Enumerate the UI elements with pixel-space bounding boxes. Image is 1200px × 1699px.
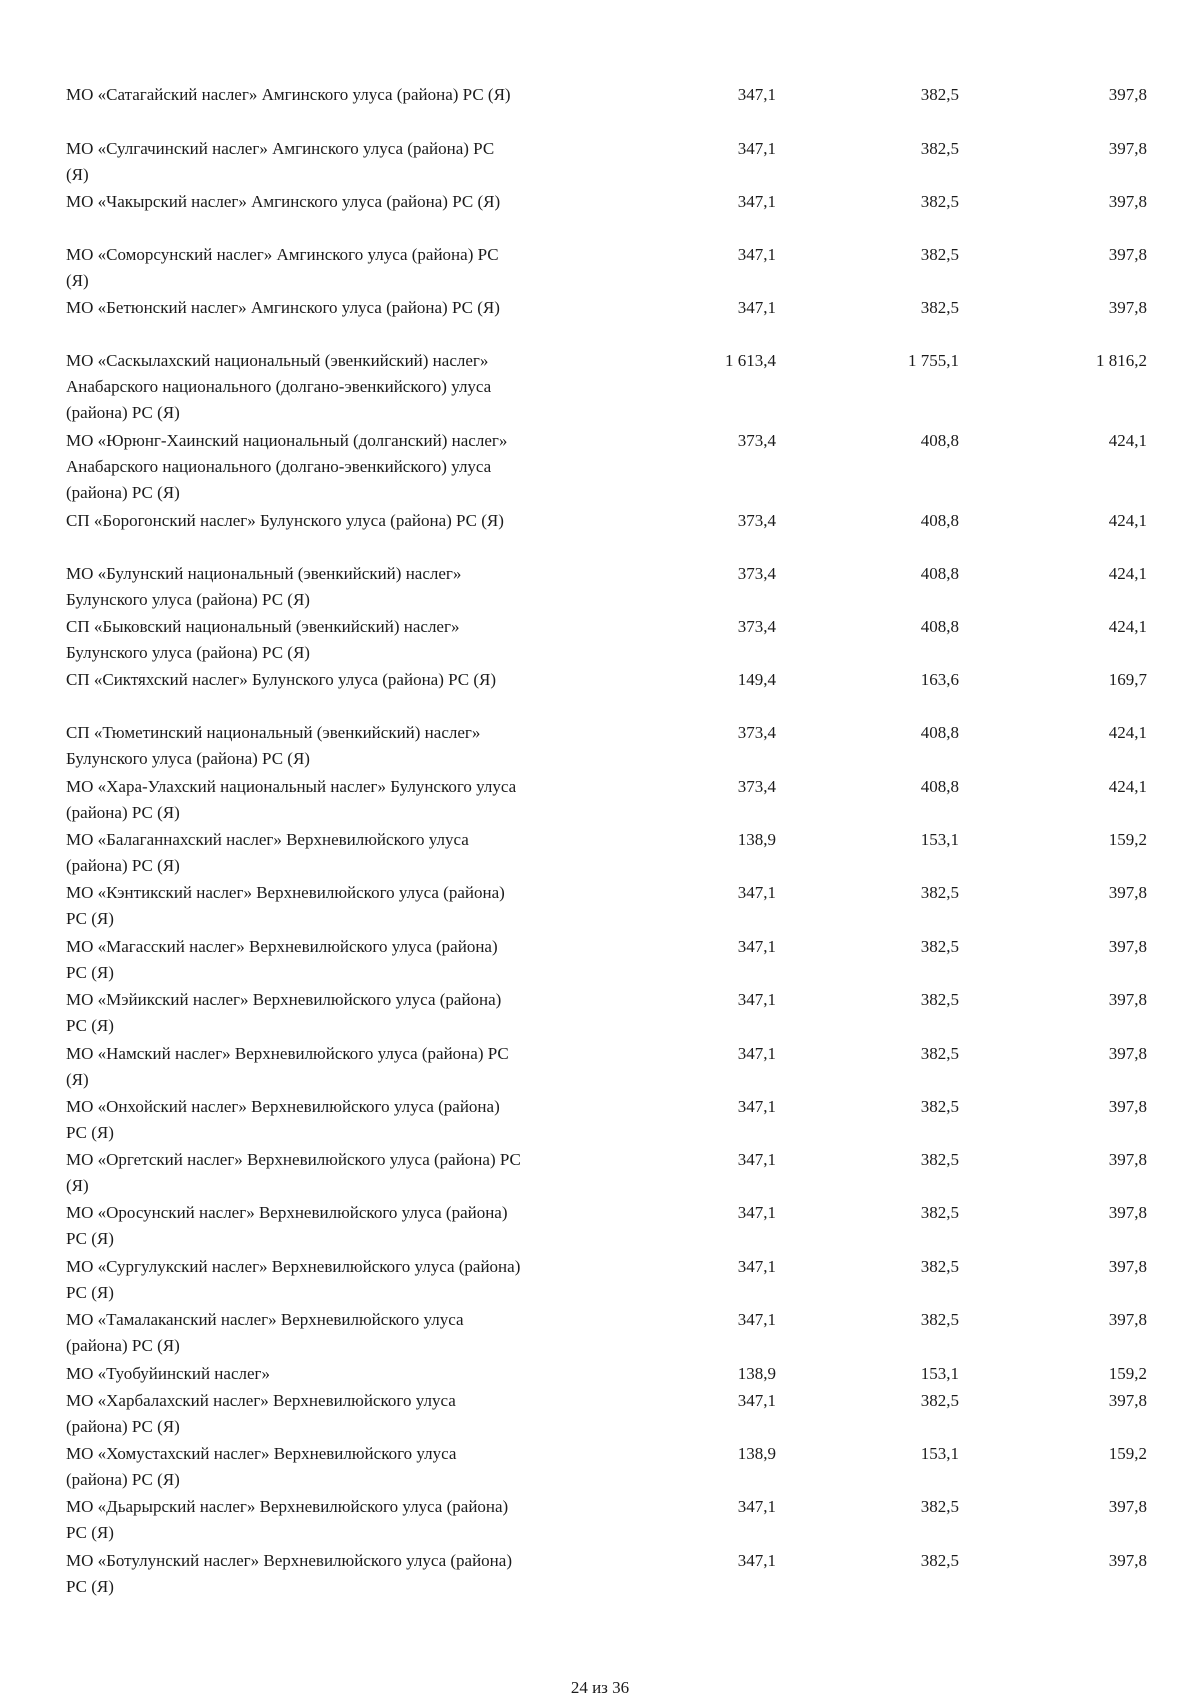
table-row [0,1041,1200,1091]
table-row [0,774,1200,824]
municipality-name: МО «Кэнтикский наслег» Верхневилюйского улуса (района) РС (Я) [66,883,505,928]
value-year-2: 382,5 [920,1497,959,1516]
table-row [0,136,1200,186]
value-year-3: 397,8 [1108,245,1147,264]
municipality-name: МО «Онхойский наслег» Верхневилюйского улуса (района) РС (Я) [66,1097,500,1142]
municipality-name: МО «Хара-Улахский национальный наслег» Булунского улуса (района) РС (Я) [66,777,517,822]
value-year-3: 397,8 [1108,883,1147,902]
municipality-name: МО «Бетюнский наслег» Амгинского улуса (района) РС (Я) [66,298,500,317]
value-year-2: 382,5 [920,1391,959,1410]
value-year-1: 149,4 [737,670,776,689]
value-year-3: 424,1 [1108,431,1147,450]
table-row [0,1254,1200,1304]
value-year-2: 408,8 [920,431,959,450]
municipality-name: МО «Хомустахский наслег» Верхневилюйского улуса (района) РС (Я) [66,1444,457,1489]
value-year-1: 347,1 [737,298,776,317]
municipality-name: МО «Сатагайский наслег» Амгинского улуса (района) РС (Я) [66,85,511,104]
value-year-1: 347,1 [737,139,776,158]
value-year-2: 153,1 [920,830,959,849]
value-year-2: 382,5 [920,883,959,902]
table-row [0,508,1200,558]
municipality-name: СП «Тюметинский национальный (эвенкийский) наслег» Булунского улуса (района) РС (Я) [66,723,481,768]
value-year-2: 163,6 [920,670,959,689]
municipality-name: МО «Туобуйинский наслег» [66,1364,270,1383]
value-year-1: 373,4 [737,511,776,530]
municipality-name: МО «Магасский наслег» Верхневилюйского улуса (района) РС (Я) [66,937,498,982]
value-year-3: 397,8 [1108,1044,1147,1063]
municipality-name: МО «Дьарырский наслег» Верхневилюйского улуса (района) РС (Я) [66,1497,509,1542]
value-year-2: 382,5 [920,1044,959,1063]
municipality-name: МО «Оросунский наслег» Верхневилюйского улуса (района) РС (Я) [66,1203,508,1248]
value-year-2: 382,5 [920,298,959,317]
value-year-2: 382,5 [920,139,959,158]
value-year-2: 382,5 [920,1150,959,1169]
value-year-2: 153,1 [920,1444,959,1463]
value-year-2: 382,5 [920,1257,959,1276]
table-row [0,295,1200,345]
value-year-1: 347,1 [737,1044,776,1063]
value-year-3: 424,1 [1108,511,1147,530]
value-year-1: 347,1 [737,1310,776,1329]
value-year-3: 424,1 [1108,617,1147,636]
value-year-1: 373,4 [737,723,776,742]
value-year-2: 382,5 [920,1203,959,1222]
value-year-3: 397,8 [1108,1257,1147,1276]
page-number: 24 из 36 [570,1678,630,1697]
table-row [0,880,1200,930]
value-year-2: 382,5 [920,85,959,104]
value-year-1: 347,1 [737,937,776,956]
table-row [0,1388,1200,1438]
table-row [0,1200,1200,1250]
value-year-3: 159,2 [1108,1364,1147,1383]
table-row [0,1548,1200,1598]
value-year-2: 382,5 [920,1551,959,1570]
table-row [0,1094,1200,1144]
value-year-1: 347,1 [737,1203,776,1222]
value-year-1: 1 613,4 [725,351,776,370]
value-year-2: 408,8 [920,723,959,742]
table-row [0,614,1200,664]
municipality-name: МО «Балаганнахский наслег» Верхневилюйского улуса (района) РС (Я) [66,830,469,875]
value-year-1: 347,1 [737,192,776,211]
table-row [0,1147,1200,1197]
value-year-3: 159,2 [1108,1444,1147,1463]
value-year-3: 397,8 [1108,1551,1147,1570]
value-year-1: 373,4 [737,777,776,796]
municipality-name: МО «Юрюнг-Хаинский национальный (долганский) наслег» Анабарского национального (долгано-эвенкийского) улуса (района) РС (Я) [66,431,508,502]
municipality-name: МО «Намский наслег» Верхневилюйского улуса (района) РС (Я) [66,1044,509,1089]
value-year-3: 397,8 [1108,1203,1147,1222]
value-year-2: 408,8 [920,777,959,796]
municipality-name: СП «Сиктяхский наслег» Булунского улуса (района) РС (Я) [66,670,497,689]
value-year-2: 382,5 [920,990,959,1009]
municipality-name: МО «Булунский национальный (эвенкийский) наслег» Булунского улуса (района) РС (Я) [66,564,462,609]
value-year-3: 169,7 [1108,670,1147,689]
table-row [0,348,1200,422]
value-year-3: 397,8 [1108,1497,1147,1516]
value-year-2: 1 755,1 [908,351,959,370]
municipality-name: МО «Оргетский наслег» Верхневилюйского улуса (района) РС (Я) [66,1150,521,1195]
municipality-name: МО «Ботулунский наслег» Верхневилюйского улуса (района) РС (Я) [66,1551,512,1596]
value-year-3: 397,8 [1108,1097,1147,1116]
municipality-name: СП «Быковский национальный (эвенкийский) наслег» Булунского улуса (района) РС (Я) [66,617,460,662]
table-row [0,82,1200,132]
table-row [0,1494,1200,1544]
value-year-1: 347,1 [737,883,776,902]
value-year-3: 397,8 [1108,192,1147,211]
value-year-1: 373,4 [737,564,776,583]
table-row [0,428,1200,502]
value-year-1: 347,1 [737,1391,776,1410]
value-year-3: 397,8 [1108,139,1147,158]
municipality-name: МО «Сургулукский наслег» Верхневилюйского улуса (района) РС (Я) [66,1257,521,1302]
table-row [0,934,1200,984]
value-year-2: 408,8 [920,511,959,530]
municipality-name: МО «Харбалахский наслег» Верхневилюйского улуса (района) РС (Я) [66,1391,456,1436]
value-year-2: 382,5 [920,1310,959,1329]
value-year-3: 397,8 [1108,1150,1147,1169]
table-row [0,720,1200,770]
value-year-2: 382,5 [920,1097,959,1116]
value-year-1: 138,9 [737,830,776,849]
value-year-1: 347,1 [737,245,776,264]
municipality-name: МО «Сулгачинский наслег» Амгинского улуса (района) РС (Я) [66,139,495,184]
municipality-name: СП «Борогонский наслег» Булунского улуса (района) РС (Я) [66,511,504,530]
municipality-name: МО «Тамалаканский наслег» Верхневилюйского улуса (района) РС (Я) [66,1310,464,1355]
value-year-3: 159,2 [1108,830,1147,849]
value-year-1: 138,9 [737,1364,776,1383]
municipality-name: МО «Саскылахский национальный (эвенкийский) наслег» Анабарского национального (долгано-эвенкийского) улуса (района) РС (Я) [66,351,492,422]
table-row [0,827,1200,877]
value-year-1: 347,1 [737,1551,776,1570]
table-row [0,242,1200,292]
value-year-3: 397,8 [1108,1310,1147,1329]
table-row [0,561,1200,611]
value-year-3: 397,8 [1108,937,1147,956]
value-year-3: 424,1 [1108,723,1147,742]
value-year-3: 1 816,2 [1096,351,1147,370]
value-year-2: 408,8 [920,617,959,636]
value-year-1: 347,1 [737,1150,776,1169]
value-year-3: 397,8 [1108,1391,1147,1410]
value-year-2: 382,5 [920,192,959,211]
value-year-1: 347,1 [737,990,776,1009]
value-year-3: 424,1 [1108,777,1147,796]
table-row [0,987,1200,1037]
value-year-1: 373,4 [737,431,776,450]
value-year-2: 153,1 [920,1364,959,1383]
municipality-name: МО «Соморсунский наслег» Амгинского улуса (района) РС (Я) [66,245,499,290]
value-year-1: 347,1 [737,1497,776,1516]
municipality-name: МО «Чакырский наслег» Амгинского улуса (района) РС (Я) [66,192,501,211]
value-year-1: 347,1 [737,85,776,104]
value-year-2: 382,5 [920,245,959,264]
value-year-2: 408,8 [920,564,959,583]
value-year-3: 397,8 [1108,990,1147,1009]
value-year-3: 424,1 [1108,564,1147,583]
value-year-3: 397,8 [1108,298,1147,317]
value-year-1: 373,4 [737,617,776,636]
value-year-1: 347,1 [737,1257,776,1276]
value-year-3: 397,8 [1108,85,1147,104]
municipality-name: МО «Мэйикский наслег» Верхневилюйского улуса (района) РС (Я) [66,990,502,1035]
table-row [0,667,1200,717]
table-row [0,189,1200,239]
value-year-2: 382,5 [920,937,959,956]
table-row [0,1307,1200,1357]
table-row [0,1441,1200,1491]
value-year-1: 347,1 [737,1097,776,1116]
value-year-1: 138,9 [737,1444,776,1463]
